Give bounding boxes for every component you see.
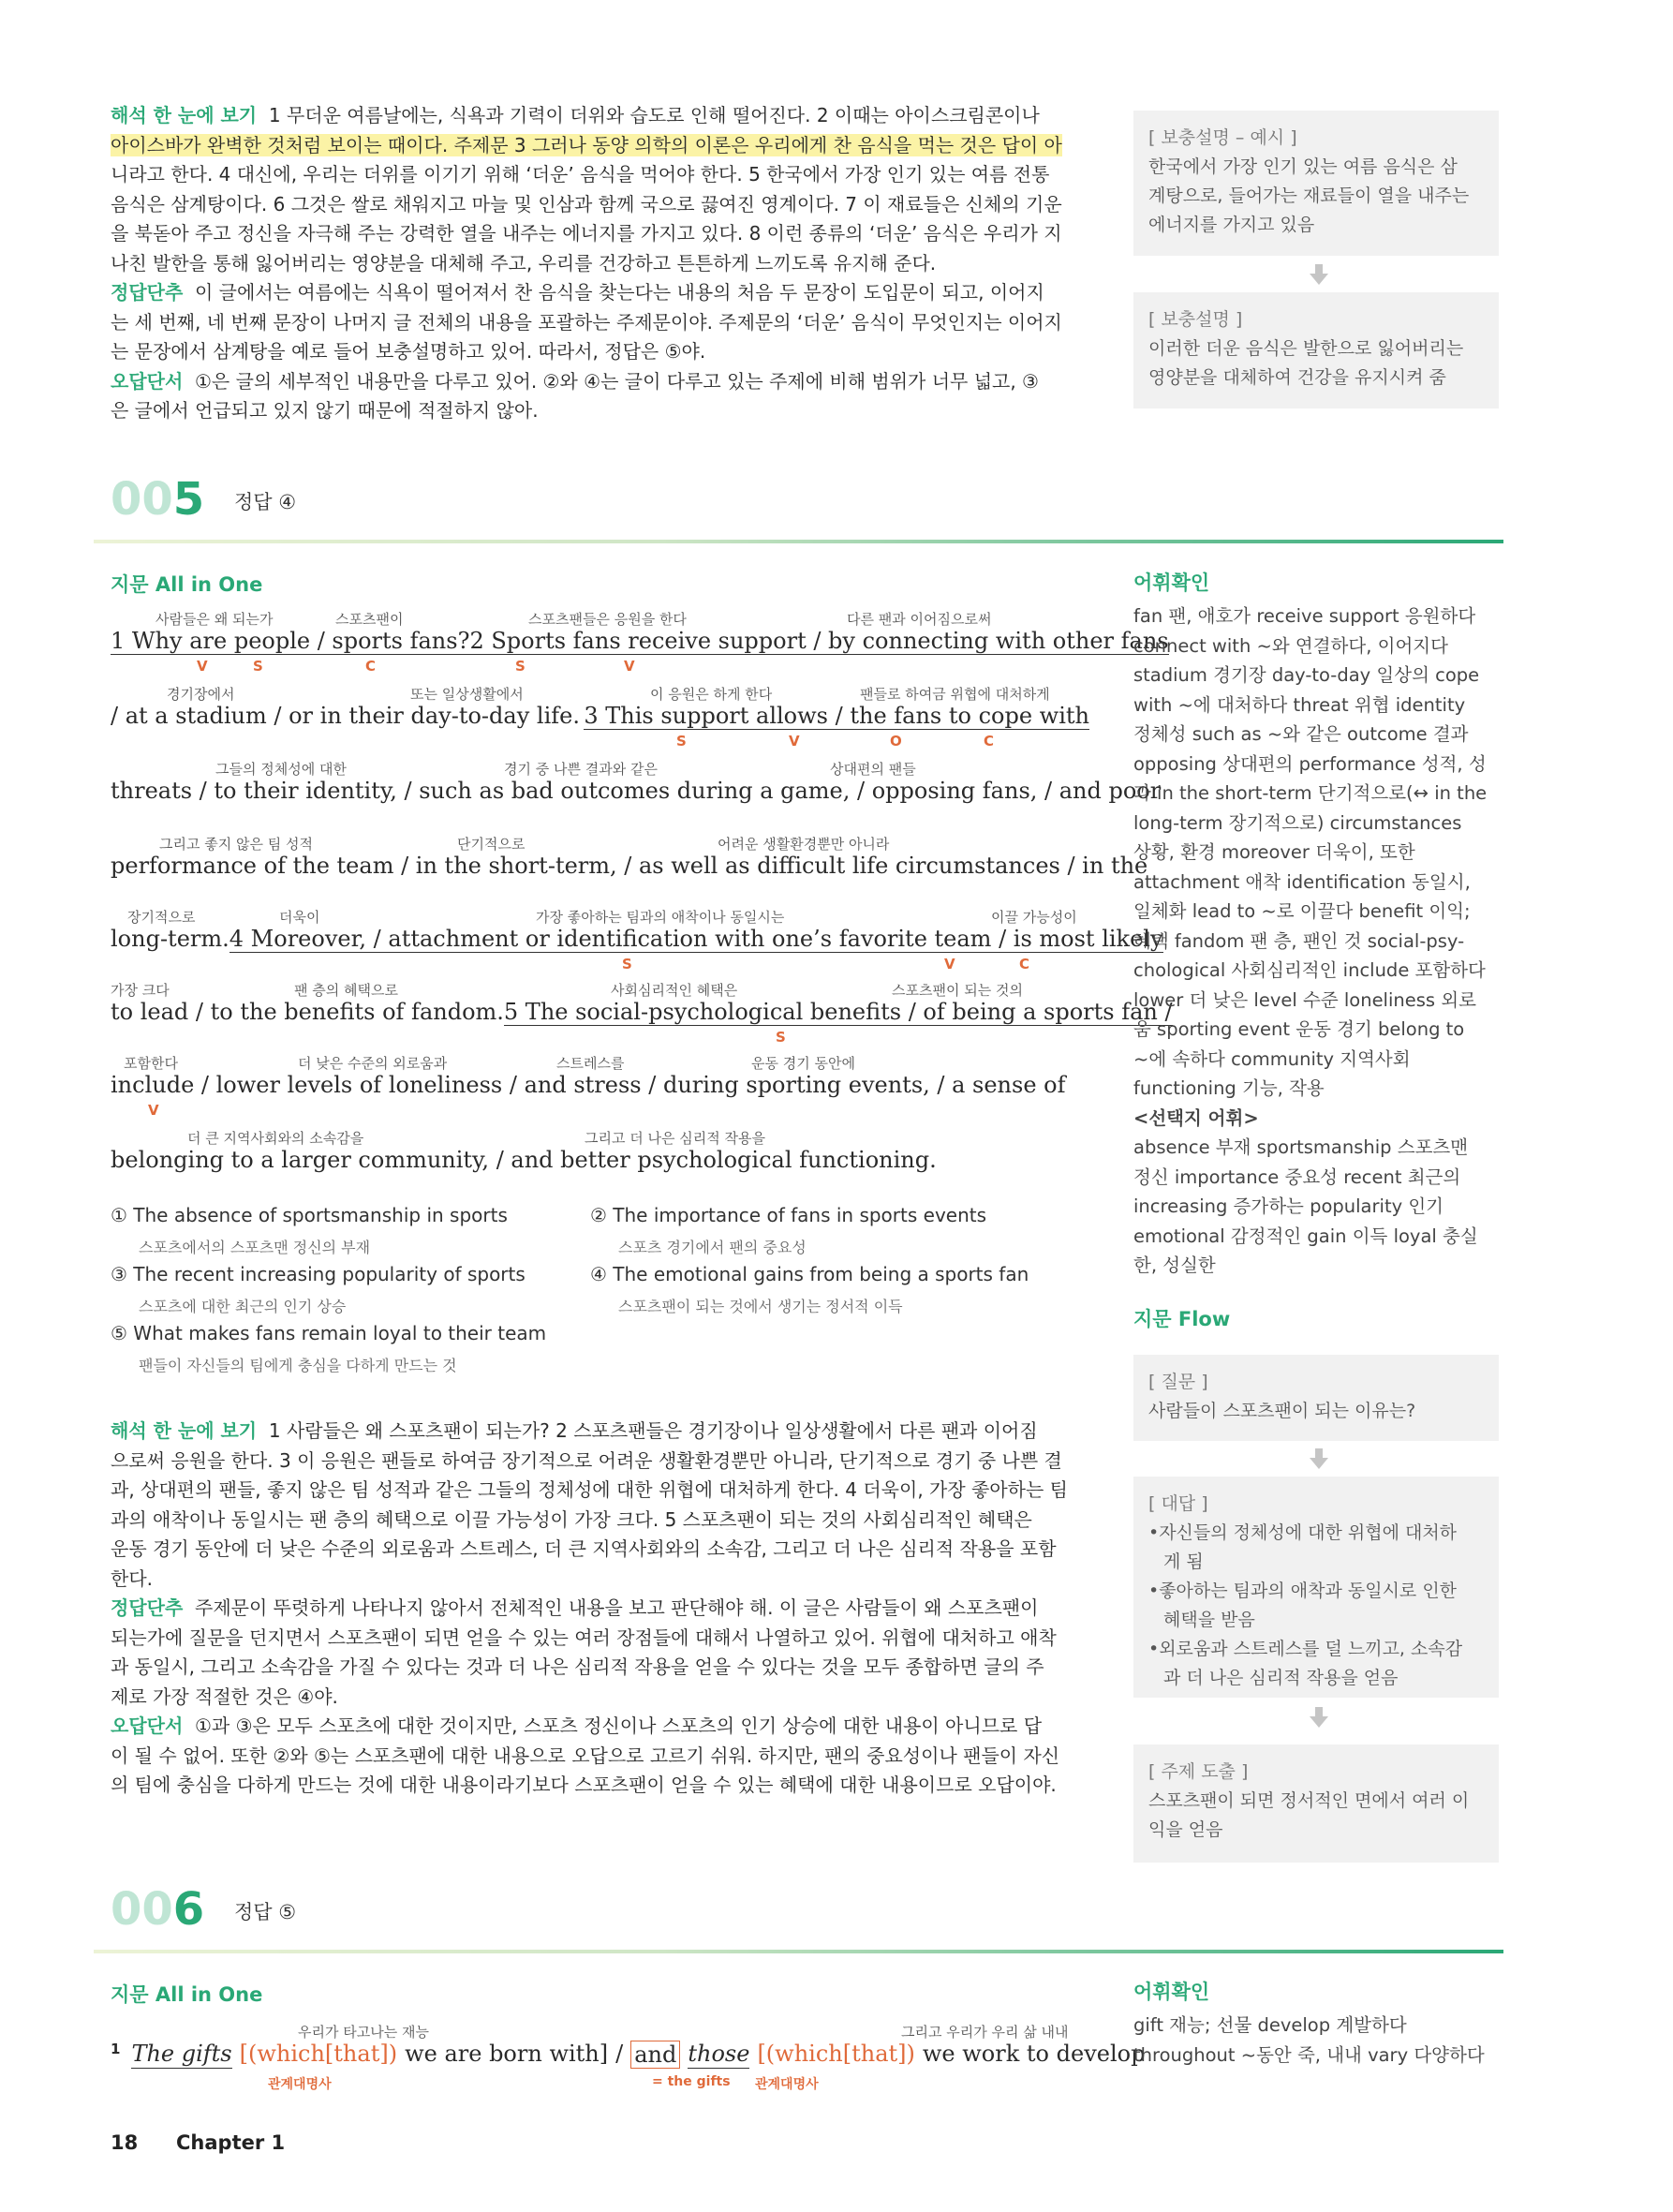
down-arrow-icon [1310, 274, 1328, 285]
gloss: 상대편의 팬들 [830, 761, 916, 778]
gloss: 그리고 더 나은 심리적 작용을 [585, 1130, 765, 1147]
passage-line [111, 2022, 1146, 2106]
option-1-translation: 스포츠에서의 스포츠맨 정신의 부재 [139, 1239, 371, 1256]
answer-line [111, 337, 1089, 367]
sentence-text: 3 This support allows / the fans to cope with [584, 703, 1089, 729]
wrong-text: ①과 ③은 모두 스포츠에 대한 것이지만, 스포츠 정신이나 스포츠의 인기 상승에 대한 내용이 아니므로 답 [195, 1715, 1043, 1737]
explain-line [111, 1565, 1089, 1595]
gloss: 그리고 좋지 않은 팀 성적 [159, 836, 313, 853]
sentence-text: belonging to a larger community, / and better psychological functioning. [111, 1147, 937, 1173]
section-number-prefix: 00 [111, 1883, 173, 1936]
box-line: 계탕으로, 들어가는 재료들이 열을 내주는 [1148, 186, 1470, 206]
flow-topic-box [1133, 1744, 1499, 1863]
gloss: 더 큰 지역사회와의 소속감을 [187, 1130, 364, 1147]
gloss: 스포츠팬이 되는 것의 [892, 982, 1023, 999]
explain-text: 을 북돋아 주고 정신을 자극해 주는 강력한 열을 내주는 에너지를 가지고 있다. 8 이런 종류의 ‘더운’ 음식은 우리가 지 [111, 222, 1062, 245]
gloss: 이 응원은 하게 한다 [650, 686, 773, 703]
gloss: 더 낮은 수준의 외로움과 [298, 1055, 448, 1072]
option-5-translation: 팬들이 자신들의 팀에게 충심을 다하게 만드는 것 [139, 1357, 457, 1374]
vocab-line: attachment 애착 identification 동일시, [1133, 870, 1471, 893]
vocab-line: 정신 importance 중요성 recent 최근의 [1133, 1165, 1461, 1188]
vocab-line: 과 in the short-term 단기적으로(↔ in the [1133, 782, 1488, 804]
sentence-text: / at a stadium / or in their day-to-day life. [111, 703, 580, 729]
passage-line [111, 684, 1089, 759]
english-sentence [111, 703, 1089, 730]
option-2: ② The importance of fans in sports events [590, 1204, 987, 1226]
vocab-list-005 [1133, 601, 1503, 1281]
grammar-note: = the gifts [652, 2074, 731, 2089]
grammar-mark: V [944, 956, 955, 972]
gloss: 가장 크다 [111, 982, 170, 999]
gloss: 스트레스를 [556, 1055, 625, 1072]
gloss: 스포츠팬이 [335, 611, 404, 628]
box-line: 이러한 더운 음식은 발한으로 잃어버리는 [1148, 338, 1464, 359]
explain-label: 해석 한 눈에 보기 [111, 1419, 258, 1442]
gloss: 경기장에서 [167, 686, 235, 703]
vocab-line: long-term 장기적으로) circumstances [1133, 811, 1462, 834]
sentence-text: include / lower levels of loneliness / and stress / during sporting events, / a sense of [111, 1072, 1066, 1098]
box-line: 스포츠팬이 되면 정서적인 면에서 여러 이 [1148, 1790, 1470, 1811]
passage-line [111, 759, 1162, 834]
wrong-text: 이 될 수 없어. 또한 ②와 ⑤는 스포츠팬에 대한 내용으로 오답으로 고르기 쉬워. 하지만, 팬의 중요성이나 팬들이 자신 [111, 1744, 1060, 1767]
sentence-text: The gifts [131, 2041, 232, 2067]
grammar-mark: S [253, 658, 263, 675]
vocab-line: functioning 기능, 작용 [1133, 1077, 1325, 1099]
grammar-mark: V [789, 733, 800, 750]
answer-text: 는 문장에서 삼계탕을 예로 들어 보충설명하고 있어. 따라서, 정답은 ⑤야. [111, 340, 706, 363]
vocab-line: lower 더 낮은 level 수준 loneliness 외로 [1133, 988, 1476, 1011]
gloss: 그들의 정체성에 대한 [215, 761, 347, 778]
grammar-note: 관계대명사 [268, 2077, 332, 2092]
explain-line [111, 1506, 1089, 1536]
passage-line [111, 1128, 1089, 1203]
english-sentence [111, 1147, 1089, 1173]
supplement-box-example [1133, 111, 1499, 256]
vocab-heading: 어휘확인 [1133, 1981, 1210, 2003]
vocab-line: 일체화 lead to ~로 이끌다 benefit 이익; [1133, 900, 1471, 922]
english-sentence [111, 628, 1169, 655]
box-line: •자신들의 정체성에 대한 위협에 대처하 [1148, 1522, 1458, 1543]
wrong-text: 의 팀에 충심을 다하게 만드는 것에 대한 내용이라기보다 스포츠팬이 얻을 수 있는 혜택에 대한 내용이므로 오답이야. [111, 1774, 1057, 1796]
answer-label: 정답단추 [111, 281, 184, 304]
sentence-number: 1 [111, 2041, 121, 2057]
explain-line [111, 1476, 1089, 1506]
vocab-line: increasing 증가하는 popularity 인기 [1133, 1195, 1444, 1217]
vocab-line: throughout ~동안 죽, 내내 vary 다양하다 [1133, 2043, 1485, 2066]
grammar-mark: C [984, 733, 995, 750]
vocab-line: chological 사회심리적인 include 포함하다 [1133, 959, 1486, 981]
grammar-note: 관계대명사 [755, 2077, 819, 2092]
explain-text: 1 무더운 여름날에는, 식욕과 기력이 더위와 습도로 인해 떨어진다. 2 이때는 아이스크림콘이나 [268, 104, 1040, 126]
flow-question-box [1133, 1355, 1499, 1441]
explain-text: 1 사람들은 왜 스포츠팬이 되는가? 2 스포츠팬들은 경기장이나 일상생활에서 다른 팬과 이어짐 [268, 1419, 1038, 1442]
passage-line [111, 834, 1148, 909]
explain-line [111, 249, 1089, 279]
page-number: 18 [111, 2131, 139, 2154]
answer-line [111, 1624, 1089, 1654]
chapter-label: Chapter 1 [176, 2131, 286, 2154]
gloss: 팬 층의 혜택으로 [294, 982, 398, 999]
sentence-text: threats / to their identity, / such as bad outcomes during a game, / opposing fans, / and poor [111, 778, 1162, 804]
wrong-line [111, 367, 1089, 397]
gloss: 단기적으로 [457, 836, 526, 853]
grammar-mark: V [197, 658, 208, 675]
sentence-text: those [688, 2041, 750, 2067]
answer-line [111, 1683, 1089, 1713]
english-sentence [111, 2041, 1146, 2069]
gloss: 그리고 우리가 우리 삶 내내 [901, 2024, 1069, 2041]
wrong-line [111, 1712, 1089, 1742]
answer-line [111, 1653, 1089, 1683]
box-title: [ 주제 도출 ] [1148, 1761, 1249, 1782]
explain-label: 해석 한 눈에 보기 [111, 104, 258, 126]
answer-line [111, 1594, 1089, 1624]
box-line: 익을 얻음 [1148, 1819, 1223, 1840]
answer-text: 과 동일시, 그리고 소속감을 가질 수 있다는 것과 더 나은 심리적 작용을 얻을 수 있다는 것을 모두 종합하면 글의 주 [111, 1655, 1044, 1678]
flow-answer-box [1133, 1477, 1499, 1698]
answer-number: 정답 ④ [234, 491, 297, 513]
vocab-line: absence 부재 sportsmanship 스포츠맨 [1133, 1136, 1469, 1158]
option-4: ④ The emotional gains from being a sports fan [590, 1263, 1029, 1285]
explain-text: 한다. [111, 1566, 153, 1590]
gloss: 팬들로 하여금 위협에 대처하게 [860, 686, 1050, 703]
down-arrow-icon [1310, 1458, 1328, 1469]
explain-line [111, 1417, 1089, 1447]
answer-text: 주제문이 뚜렷하게 나타나지 않아서 전체적인 내용을 보고 판단해야 해. 이 글은 사람들이 왜 스포츠팬이 [195, 1596, 1039, 1619]
wrong-line [111, 1742, 1089, 1772]
slash: / [615, 2041, 624, 2067]
box-line: 영양분을 대체하여 건강을 유지시켜 줌 [1148, 367, 1446, 388]
vocab-line: 움 sporting event 운동 경기 belong to [1133, 1018, 1465, 1040]
section-rule [94, 1950, 1503, 1953]
grammar-mark: O [890, 733, 902, 750]
relative-pronoun: [(which[that]) [757, 2041, 915, 2067]
gloss: 장기적으로 [127, 909, 196, 926]
conjunction-box: and [630, 2041, 680, 2069]
gloss: 경기 중 나쁜 결과와 같은 [504, 761, 658, 778]
wrong-label: 오답단서 [111, 369, 184, 393]
box-line: •외로움과 스트레스를 덜 느끼고, 소속감 [1148, 1639, 1463, 1659]
answer-line [111, 308, 1089, 338]
box-title: [ 보충설명 – 예시 ] [1148, 127, 1297, 148]
english-sentence [111, 853, 1148, 879]
section-rule [94, 540, 1503, 543]
box-title: [ 대답 ] [1148, 1493, 1208, 1514]
explain-text: 나친 발한을 통해 잃어버리는 영양분을 대체해 주고, 우리를 건강하고 튼튼하게 느끼도록 유지해 준다. [111, 251, 937, 275]
option-3-translation: 스포츠에 대한 최근의 인기 상승 [139, 1298, 347, 1315]
box-line: 한국에서 가장 인기 있는 여름 음식은 삼 [1148, 156, 1458, 177]
answer-text: 제로 가장 적절한 것은 ④야. [111, 1685, 338, 1708]
explain-line [111, 131, 1089, 161]
gloss: 스포츠팬들은 응원을 한다 [528, 611, 687, 628]
vocab-line: connect with ~와 연결하다, 이어지다 [1133, 634, 1448, 657]
vocab-line: ~에 속하다 community 지역사회 [1133, 1047, 1411, 1070]
vocab-line: emotional 감정적인 gain 이득 loyal 충실 [1133, 1225, 1478, 1247]
flow-heading: 지문 Flow [1133, 1308, 1231, 1330]
sentence-text: we are born with] [405, 2041, 609, 2067]
explain-text: 운동 경기 동안에 더 낮은 수준의 외로움과 스트레스, 더 큰 지역사회와의 소속감, 그리고 더 나은 심리적 작용을 포함 [111, 1537, 1057, 1560]
vocab-line: fan 팬, 애호가 receive support 응원하다 [1133, 605, 1476, 627]
explain-line [111, 1535, 1089, 1565]
section-number-005 [111, 473, 204, 526]
grammar-mark: S [676, 733, 687, 750]
box-line: 과 더 나은 심리적 작용을 얻음 [1163, 1668, 1399, 1688]
wrong-line [111, 396, 1089, 426]
english-sentence [111, 926, 1163, 953]
wrong-label: 오답단서 [111, 1715, 184, 1737]
gloss: 사회심리적인 혜택은 [611, 982, 738, 999]
vocab-line: stadium 경기장 day-to-day 일상의 cope [1133, 664, 1480, 686]
english-sentence [111, 778, 1162, 804]
grammar-mark: V [624, 658, 635, 675]
option-3: ③ The recent increasing popularity of sports [111, 1263, 526, 1285]
supplement-box [1133, 292, 1499, 408]
answer-line [111, 278, 1089, 308]
sentence-text: 4 Moreover, / attachment or identification with one’s favorite team / is most likely [229, 926, 1163, 952]
explain-text: 니라고 한다. 4 대신에, 우리는 더위를 이기기 위해 ‘더운’ 음식을 먹어야 한다. 5 한국에서 가장 인기 있는 여름 전통 [111, 163, 1050, 186]
section-number-prefix: 00 [111, 473, 173, 526]
section-number-006 [111, 1883, 204, 1936]
gloss: 더욱이 [279, 909, 320, 926]
vocab-line: <선택지 어휘> [1133, 1106, 1259, 1129]
answer-text: 되는가에 질문을 던지면서 스포츠팬이 되면 얻을 수 있는 여러 장점들에 대해서 나열하고 있어. 위협에 대처하고 애착 [111, 1626, 1057, 1649]
vocab-line: 한, 성실한 [1133, 1254, 1216, 1276]
explain-text: 과, 상대편의 팬들, 좋지 않은 팀 성적과 같은 그들의 정체성에 대한 위협에 대처하게 한다. 4 더욱이, 가장 좋아하는 팀 [111, 1478, 1068, 1501]
sentence-text: 5 The social-psychological benefits / of being a sports fan / [503, 999, 1173, 1025]
vocab-list-006 [1133, 2011, 1503, 2070]
gloss: 우리가 타고나는 재능 [298, 2024, 429, 2041]
vocab-line: 상황, 환경 moreover 더욱이, 또한 [1133, 841, 1415, 863]
explain-text: 아이스바가 완벽한 것처럼 보이는 때이다. 주제문 3 그러나 동양 의학의 이론은 우리에게 찬 음식을 먹는 것은 답이 아 [111, 133, 1062, 156]
box-line: 사람들이 스포츠팬이 되는 이유는? [1148, 1401, 1416, 1421]
gloss: 또는 일상생활에서 [410, 686, 524, 703]
explain-text: 으로써 응원을 한다. 3 이 응원은 팬들로 하여금 장기적으로 어려운 생활환경뿐만 아니라, 단기적으로 경기 중 나쁜 결 [111, 1448, 1062, 1472]
grammar-mark: S [776, 1029, 786, 1046]
gloss: 다른 팬과 이어짐으로써 [847, 611, 992, 628]
grammar-mark: V [148, 1102, 159, 1119]
answer-label: 정답단추 [111, 1596, 184, 1619]
vocab-line: opposing 상대편의 performance 성적, 성 [1133, 752, 1487, 775]
gloss: 가장 좋아하는 팀과의 애착이나 동일시는 [536, 909, 785, 926]
top-explanation [111, 101, 1089, 426]
box-title: [ 보충설명 ] [1148, 309, 1243, 330]
explain-line [111, 190, 1089, 220]
option-4-translation: 스포츠팬이 되는 것에서 생기는 정서적 이득 [618, 1298, 903, 1315]
vocab-line: with ~에 대처하다 threat 위협 identity [1133, 693, 1466, 716]
answer-text: 는 세 번째, 네 번째 문장이 나머지 글 전체의 내용을 포괄하는 주제문이야. 주제문의 ‘더운’ 음식이 무엇인지는 이어지 [111, 310, 1062, 334]
option-5: ⑤ What makes fans remain loyal to their team [111, 1322, 547, 1344]
passage-line [111, 907, 1163, 982]
gloss: 이끌 가능성이 [991, 909, 1077, 926]
vocab-heading: 어휘확인 [1133, 572, 1210, 594]
vocab-line: 혜택 fandom 팬 층, 팬인 것 social-psy- [1133, 929, 1465, 952]
gloss: 어려운 생활환경뿐만 아니라 [718, 836, 890, 853]
explain-text: 과의 애착이나 동일시는 팬 층의 혜택으로 이끌 가능성이 가장 크다. 5 스포츠팬이 되는 것의 사회심리적인 혜택은 [111, 1507, 1032, 1531]
vocab-line: 정체성 such as ~와 같은 outcome 결과 [1133, 723, 1469, 745]
sentence-text: performance of the team / in the short-term, / as well as difficult life circumstances / in the [111, 853, 1148, 879]
grammar-mark: S [515, 658, 526, 675]
passage-line [111, 1053, 1089, 1128]
sentence-text: long-term. [111, 926, 229, 952]
section-number-digit: 5 [172, 473, 205, 526]
wrong-line [111, 1771, 1089, 1801]
gloss: 포함한다 [124, 1055, 178, 1072]
box-title: [ 질문 ] [1148, 1372, 1208, 1392]
grammar-mark: C [1019, 956, 1030, 972]
option-1: ① The absence of sportsmanship in sports [111, 1204, 508, 1226]
sentence-text: we work to develop [922, 2041, 1146, 2067]
box-line: 혜택을 받음 [1163, 1610, 1255, 1630]
sentence-text: to lead / to the benefits of fandom. [111, 999, 504, 1025]
passage-heading: 지문 All in One [111, 1983, 263, 2006]
option-2-translation: 스포츠 경기에서 팬의 중요성 [618, 1239, 807, 1256]
sentence-text: 1 Why are people / sports fans? [111, 628, 470, 654]
english-sentence [111, 1072, 1089, 1098]
explain-line [111, 1447, 1089, 1477]
wrong-text: ①은 글의 세부적인 내용만을 다루고 있어. ②와 ④는 글이 다루고 있는 주제에 비해 범위가 너무 넓고, ③ [195, 369, 1039, 393]
gloss: 운동 경기 동안에 [751, 1055, 855, 1072]
relative-pronoun: [(which[that]) [239, 2041, 398, 2067]
english-sentence [111, 999, 1173, 1026]
passage-line [111, 980, 1173, 1055]
explain-line [111, 219, 1089, 249]
sentence-text: 2 Sports fans receive support / by connecting with other fans [469, 628, 1169, 654]
box-line: 게 됨 [1163, 1551, 1204, 1572]
explanation-005 [111, 1417, 1089, 1801]
grammar-mark: C [365, 658, 377, 675]
grammar-mark: S [622, 956, 632, 972]
explain-line [111, 160, 1089, 190]
box-line: •좋아하는 팀과의 애착과 동일시로 인한 [1148, 1581, 1458, 1601]
answer-number: 정답 ⑤ [234, 1901, 297, 1923]
answer-text: 이 글에서는 여름에는 식욕이 떨어져서 찬 음식을 찾는다는 내용의 처음 두 문장이 도입문이 되고, 이어지 [195, 281, 1044, 304]
passage-line [111, 609, 1169, 684]
box-line: 에너지를 가지고 있음 [1148, 215, 1315, 235]
section-number-digit: 6 [172, 1883, 205, 1936]
vocab-line: gift 재능; 선물 develop 계발하다 [1133, 2014, 1407, 2036]
down-arrow-icon [1310, 1716, 1328, 1728]
explain-text: 음식은 삼계탕이다. 6 그것은 쌀로 채워지고 마늘 및 인삼과 함께 국으로 끓여진 영계이다. 7 이 재료들은 신체의 기운 [111, 192, 1062, 215]
explain-line [111, 101, 1089, 131]
passage-heading: 지문 All in One [111, 573, 263, 596]
wrong-text: 은 글에서 언급되고 있지 않기 때문에 적절하지 않아. [111, 399, 539, 422]
gloss: 사람들은 왜 되는가 [155, 611, 274, 628]
